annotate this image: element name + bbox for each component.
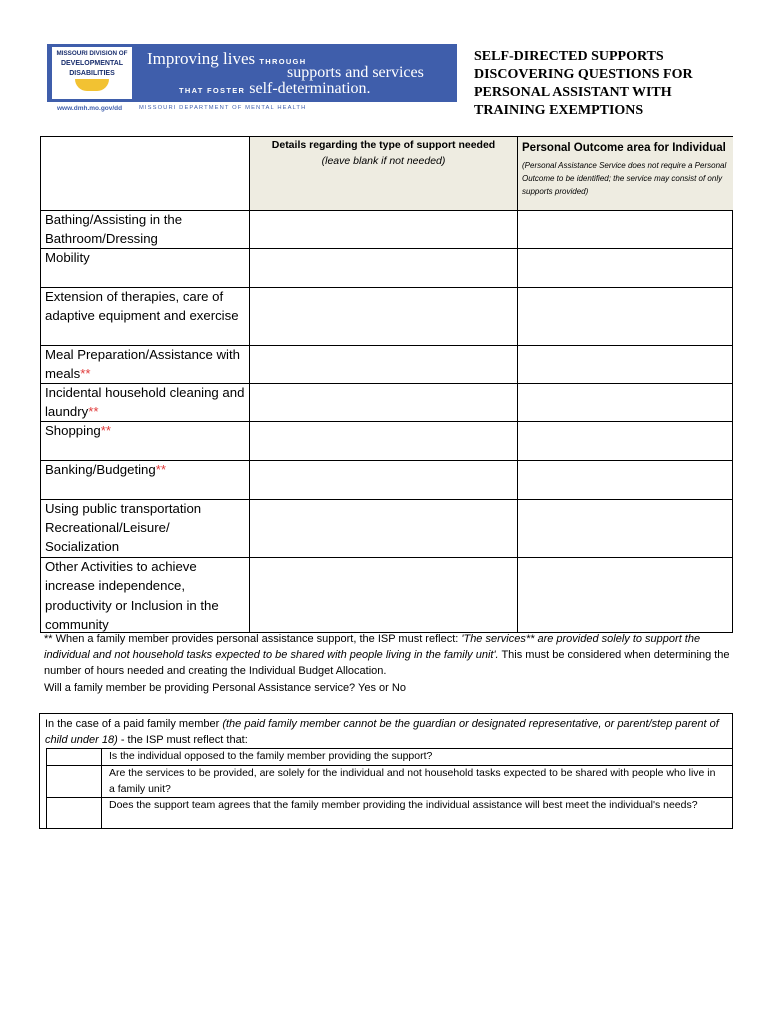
footnote-tail: This must be considered when determining the number of hours needed and creating the Individual Budget Allocation. — [44, 649, 730, 678]
question-2-text: Are the services to be provided, are solely for the individual and not household tasks expected to be shared with people who live in a family unit? — [109, 767, 716, 795]
row-label-cleaning: Incidental household cleaning and laundry** — [45, 385, 245, 420]
banner-background — [47, 44, 457, 102]
title-line-2: DISCOVERING QUESTIONS FOR — [474, 67, 693, 82]
support-table — [40, 136, 733, 633]
division-logo — [51, 46, 133, 100]
outcome-header-note: (Personal Assistance Service does not require a Personal Outcome to be identified; the service may consist of only supports provided) — [522, 161, 727, 196]
tagline-improving: Improving lives — [147, 49, 256, 68]
row-label-other-activities: Other Activities to achieve increase independence, productivity or Inclusion in the community — [45, 559, 219, 632]
details-header-title: Details regarding the type of support needed — [271, 139, 496, 151]
paid-family-member-table — [39, 713, 733, 829]
footnote-quote: 'The services** are provided solely to support the individual and not household tasks expected to be shared with people living in the family unit'. — [44, 633, 701, 662]
tagline-line-1 — [147, 49, 306, 69]
question-3-text: Does the support team agrees that the family member providing the individual assistance will best meet the individual's needs? — [109, 799, 698, 811]
outcome-column-header — [522, 140, 727, 198]
title-line-1: SELF-DIRECTED SUPPORTS — [474, 49, 664, 64]
paid-family-questions — [46, 748, 732, 829]
website-url[interactable]: www.dmh.mo.gov/dd — [57, 105, 123, 112]
logo-line-1: MISSOURI DIVISION OF — [56, 50, 128, 57]
logo-line-3: DISABILITIES — [69, 70, 115, 77]
row-label-therapies: Extension of therapies, care of adaptive equipment and exercise — [45, 289, 239, 324]
question-2-checkbox-cell[interactable] — [47, 766, 102, 797]
paid-intro-lead: In the case of a paid family member — [45, 718, 223, 730]
logo-line-2: DEVELOPMENTAL — [60, 60, 124, 67]
row-label-mobility: Mobility — [45, 250, 90, 265]
row-label-recreational: Recreational/Leisure/ Socialization — [45, 520, 170, 555]
row-label-shopping: Shopping** — [45, 423, 111, 438]
tagline-self-determination: self-determination. — [249, 80, 371, 97]
details-column-header — [250, 137, 517, 210]
family-member-question: Will a family member be providing Personal Assistance service? Yes or No — [44, 681, 406, 694]
tagline-line-3 — [179, 80, 371, 98]
family-member-footnote — [44, 631, 734, 696]
row-label-transportation: Using public transportation — [45, 501, 202, 516]
department-name: MISSOURI DEPARTMENT OF MENTAL HEALTH — [139, 105, 307, 111]
paid-family-intro — [45, 716, 725, 748]
question-3-checkbox-cell[interactable] — [47, 798, 102, 829]
footnote-lead: ** When a family member provides personal assistance support, the ISP must reflect: — [44, 633, 462, 645]
question-1-text: Is the individual opposed to the family member providing the support? — [109, 750, 433, 762]
details-header-note: (leave blank if not needed) — [321, 155, 446, 167]
title-line-4: TRAINING EXEMPTIONS — [474, 103, 644, 118]
tagline-that-foster: THAT FOSTER — [179, 86, 246, 95]
title-line-3: PERSONAL ASSISTANT WITH — [474, 85, 672, 100]
outcome-header-title: Personal Outcome area for Individual — [522, 142, 726, 154]
question-1-checkbox-cell[interactable] — [47, 749, 102, 765]
row-label-meal-prep: Meal Preparation/Assistance with meals** — [45, 347, 240, 382]
tagline-through: THROUGH — [259, 57, 307, 66]
header-banner — [47, 44, 457, 114]
logo-emblem-icon — [75, 79, 109, 91]
tagline-line-2: supports and services — [287, 64, 424, 81]
row-label-bathing: Bathing/Assisting in the Bathroom/Dressing — [45, 212, 183, 247]
row-label-banking: Banking/Budgeting** — [45, 462, 166, 477]
document-title — [474, 48, 764, 120]
paid-intro-italic: (the paid family member cannot be the guardian or designated representative, or parent/step parent of child under 18) — [45, 718, 719, 746]
paid-intro-tail: - the ISP must reflect that: — [117, 734, 248, 746]
